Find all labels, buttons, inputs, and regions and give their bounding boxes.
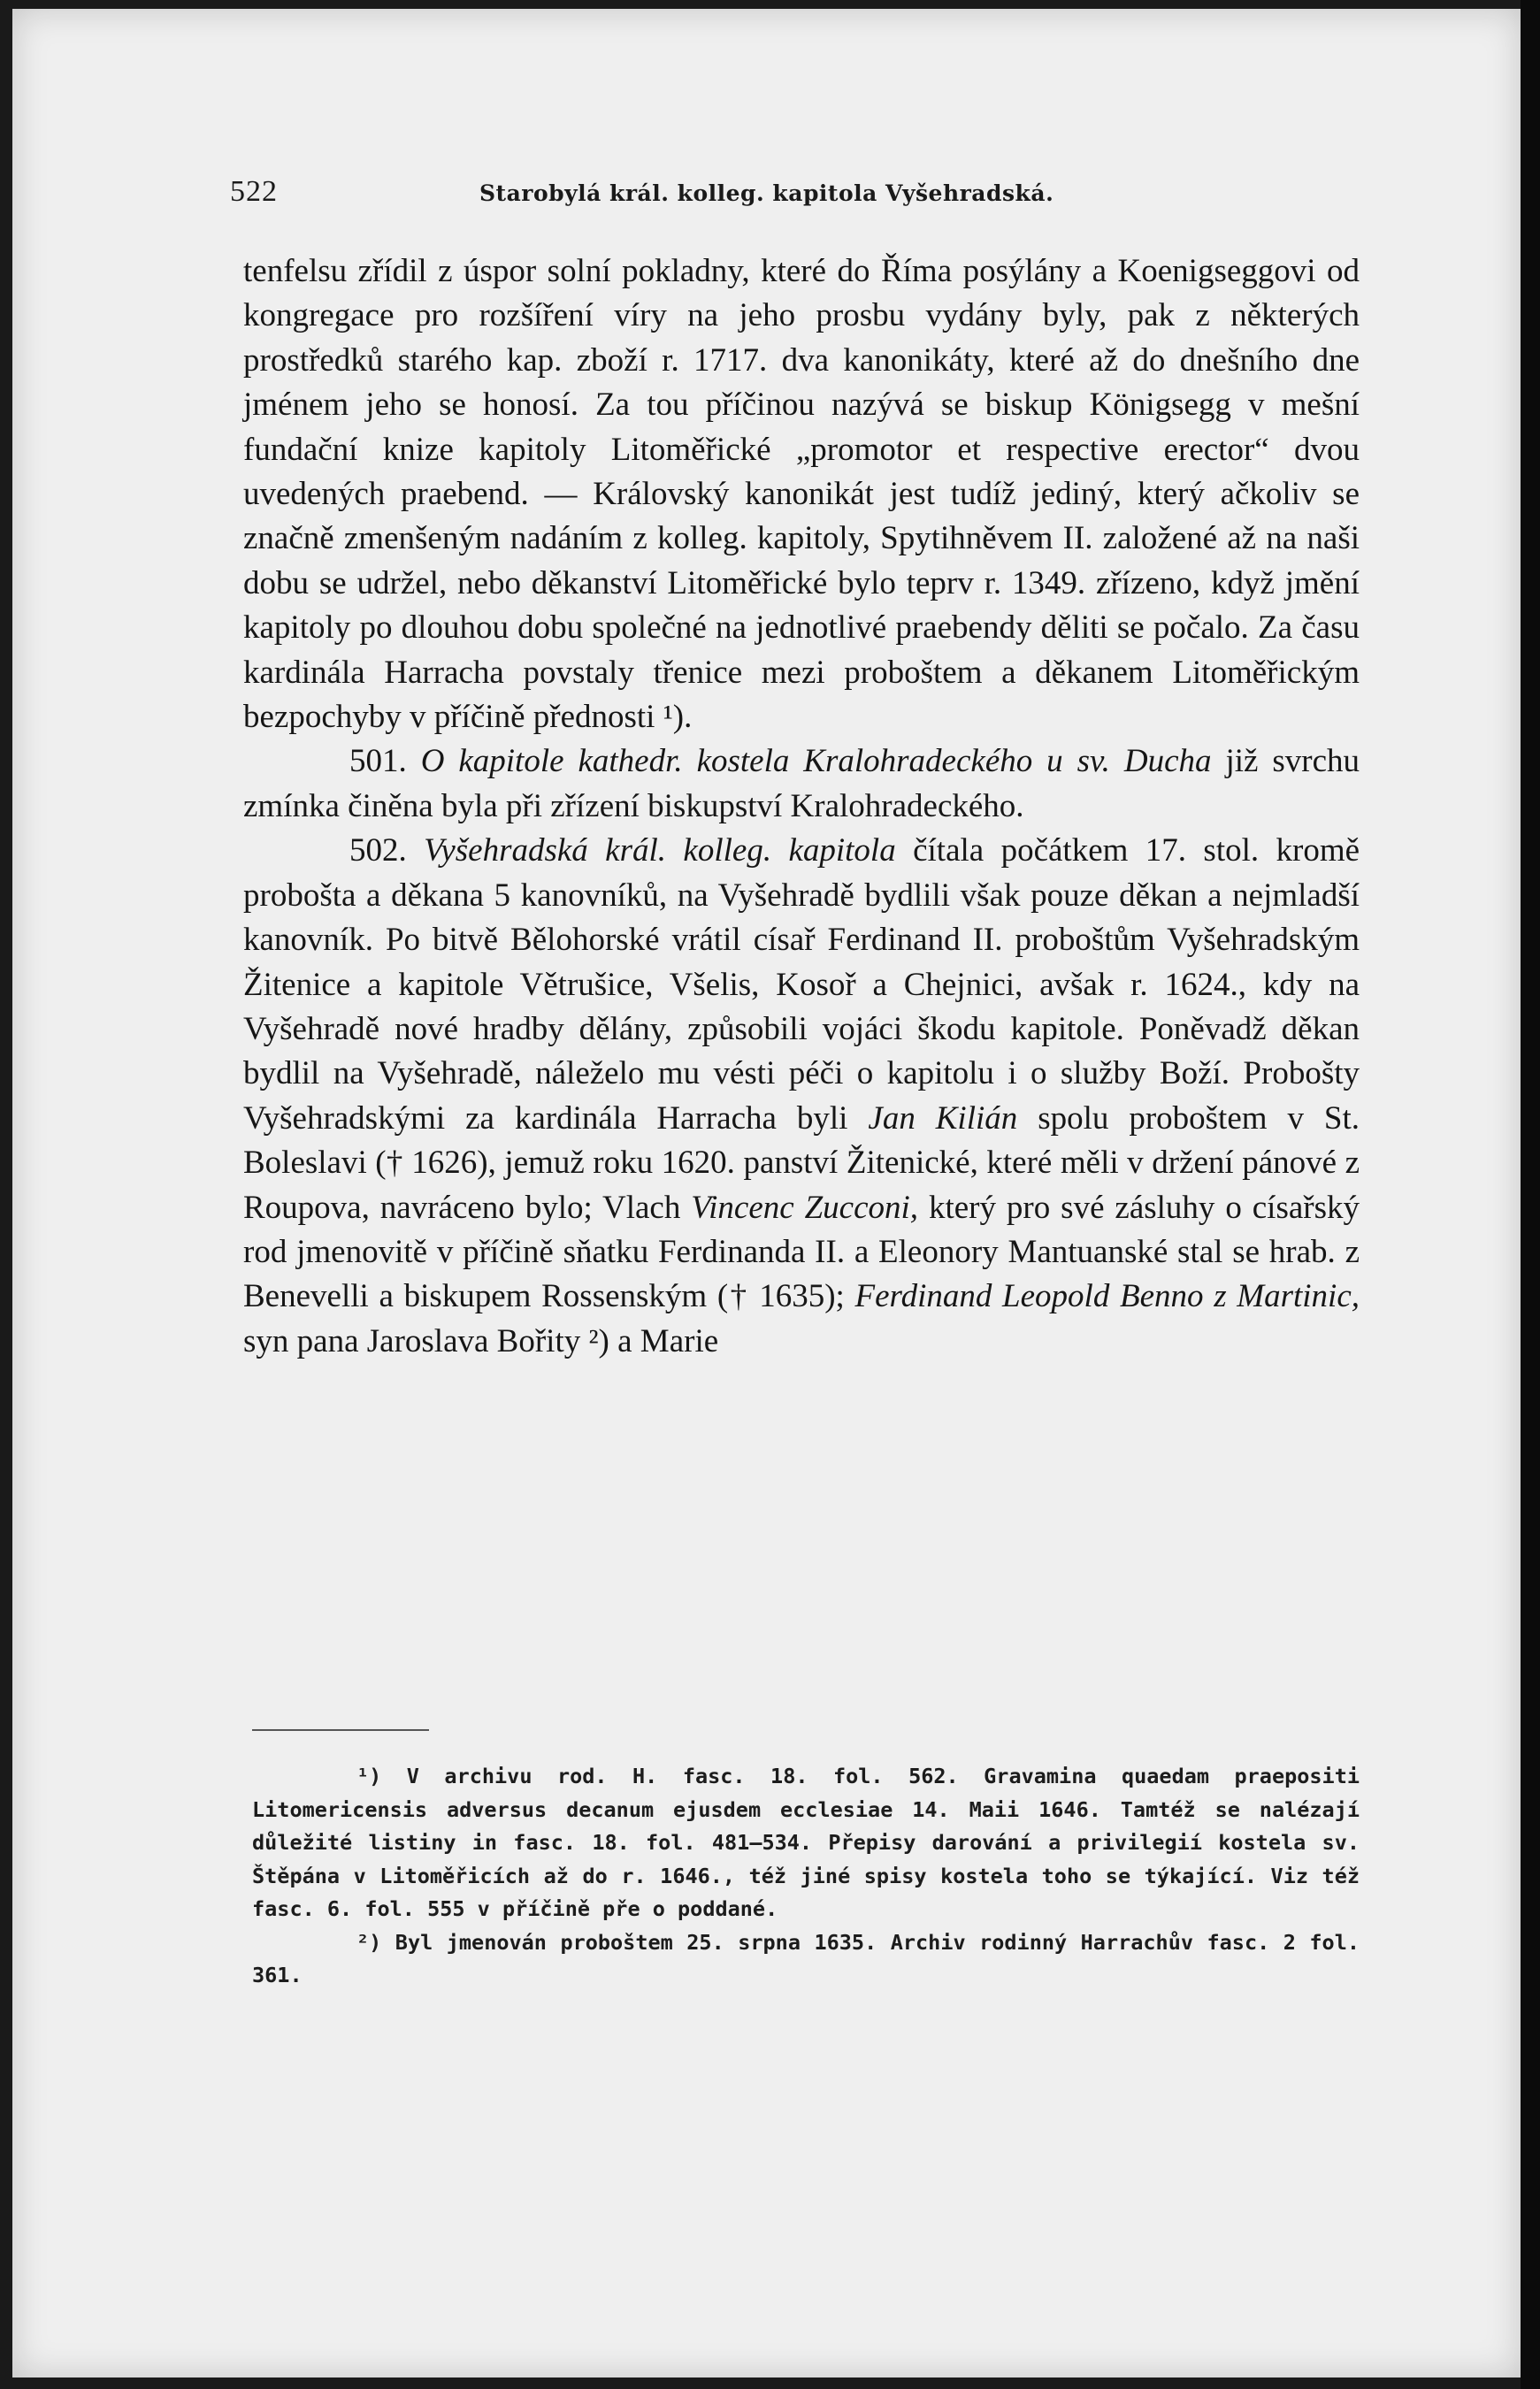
paragraph-continued: tenfelsu zřídil z úspor solní pokladny, které do Říma posýlány a Koenigseggovi od kongregace pro rozšíření víry na jeho prosbu vydány byly, pak z některých prostředků starého kap. zboží r. 1717. dva kanonikáty, které až do dnešního dne jménem jeho se honosí. Za tou příčinou nazývá se biskup Königsegg v mešní fundační knize kapitoly Litoměřické „promotor et respective erector“ dvou uvedených praebend. — Královský kanonikát jest tudíž jediný, který ačkoliv se značně zmenšeným nadáním z kolleg. kapitoly, Spytihněvem II. založené až na naši dobu se udržel, nebo děkanství Litoměřické bylo teprv r. 1349. zřízeno, když jmění kapitoly po dlouhou dobu společné na jednotlivé praebendy děliti se počalo. Za času kardinála Harracha povstaly třenice mezi proboštem a děkanem Litoměřickým bezpochyby v příčině přednosti ¹). — [243, 253, 1360, 736]
person-name: Vincenc Zucconi, — [691, 1189, 919, 1226]
paragraph-text: který pro své zásluhy o císařský rod jmenovitě v příčině sňatku Ferdinanda II. a Eleonory Mantuanské stal se hrab. z Benevelli a biskupem Rossenským († 1635); — [243, 1189, 1360, 1315]
section-number: 502. — [349, 832, 407, 869]
person-name: Ferdinand Leopold Benno z Martinic, — [854, 1278, 1360, 1315]
footnote-1: ¹) V archivu rod. H. fasc. 18. fol. 562. Gravamina quaedam praepositi Litomericensis adversus decanum ejusdem ecclesiae 14. Maii 1646. Tamtéž se nalézají důležité listiny in fasc. 18. fol. 481—534. Přepisy darování a privilegií kostela sv. Štěpána v Litoměřicích až do r. 1646., též jiné spisy kostela toho se týkající. Viz též fasc. 6. fol. 555 v příčině pře o poddané. — [252, 1764, 1360, 1921]
paragraph-text: čítala počátkem 17. stol. kromě probošta a děkana 5 kanovníků, na Vyšehradě bydlili však pouze děkan a nejmladší kanovník. Po bitvě Bělohorské vrátil císař Ferdinand II. proboštům Vyšehradským Žitenice a kapitole Větrušice, Všelis, Kosoř a Chejnici, avšak r. 1624., kdy na Vyšehradě nové hradby dělány, způsobili vojáci škodu kapitole. Poněvadž děkan bydlil na Vyšehradě, náleželo mu vésti péči o kapitolu i o služby Boží. Probošty Vyšehradskými za kardinála Harracha byli — [243, 832, 1360, 1137]
paragraph-text: spolu proboštem v St. Boleslavi († 1626), jemuž roku 1620. panství Žitenické, které měli v držení pánové z Roupova, navráceno bylo; Vlach — [243, 1099, 1360, 1226]
footnote-divider — [252, 1729, 429, 1731]
scan-edge — [1521, 0, 1540, 2389]
paragraph-text: již svrchu zmínka činěna byla při zřízení biskupství Kralohradeckého. — [243, 743, 1360, 824]
body-text — [243, 249, 1360, 1364]
paragraph-text: syn pana Jaroslava Bořity ²) a Marie — [243, 1322, 719, 1359]
person-name: Jan Kilián — [868, 1099, 1018, 1137]
section-title: O kapitole kathedr. kostela Kralohradeckého u sv. Ducha — [420, 743, 1212, 780]
footnotes — [252, 1760, 1360, 1993]
page-number: 522 — [230, 175, 278, 208]
footnote-2: ²) Byl jmenován proboštem 25. srpna 1635. Archiv rodinný Harrachův fasc. 2 fol. 361. — [252, 1929, 1360, 1987]
running-title: Starobylá král. kolleg. kapitola Vyšehradská. — [479, 180, 1054, 206]
section-number: 501. — [349, 743, 407, 780]
section-title: Vyšehradská král. kolleg. kapitola — [424, 832, 896, 869]
paragraph-502 — [243, 829, 1360, 1364]
paragraph-501 — [243, 739, 1360, 829]
